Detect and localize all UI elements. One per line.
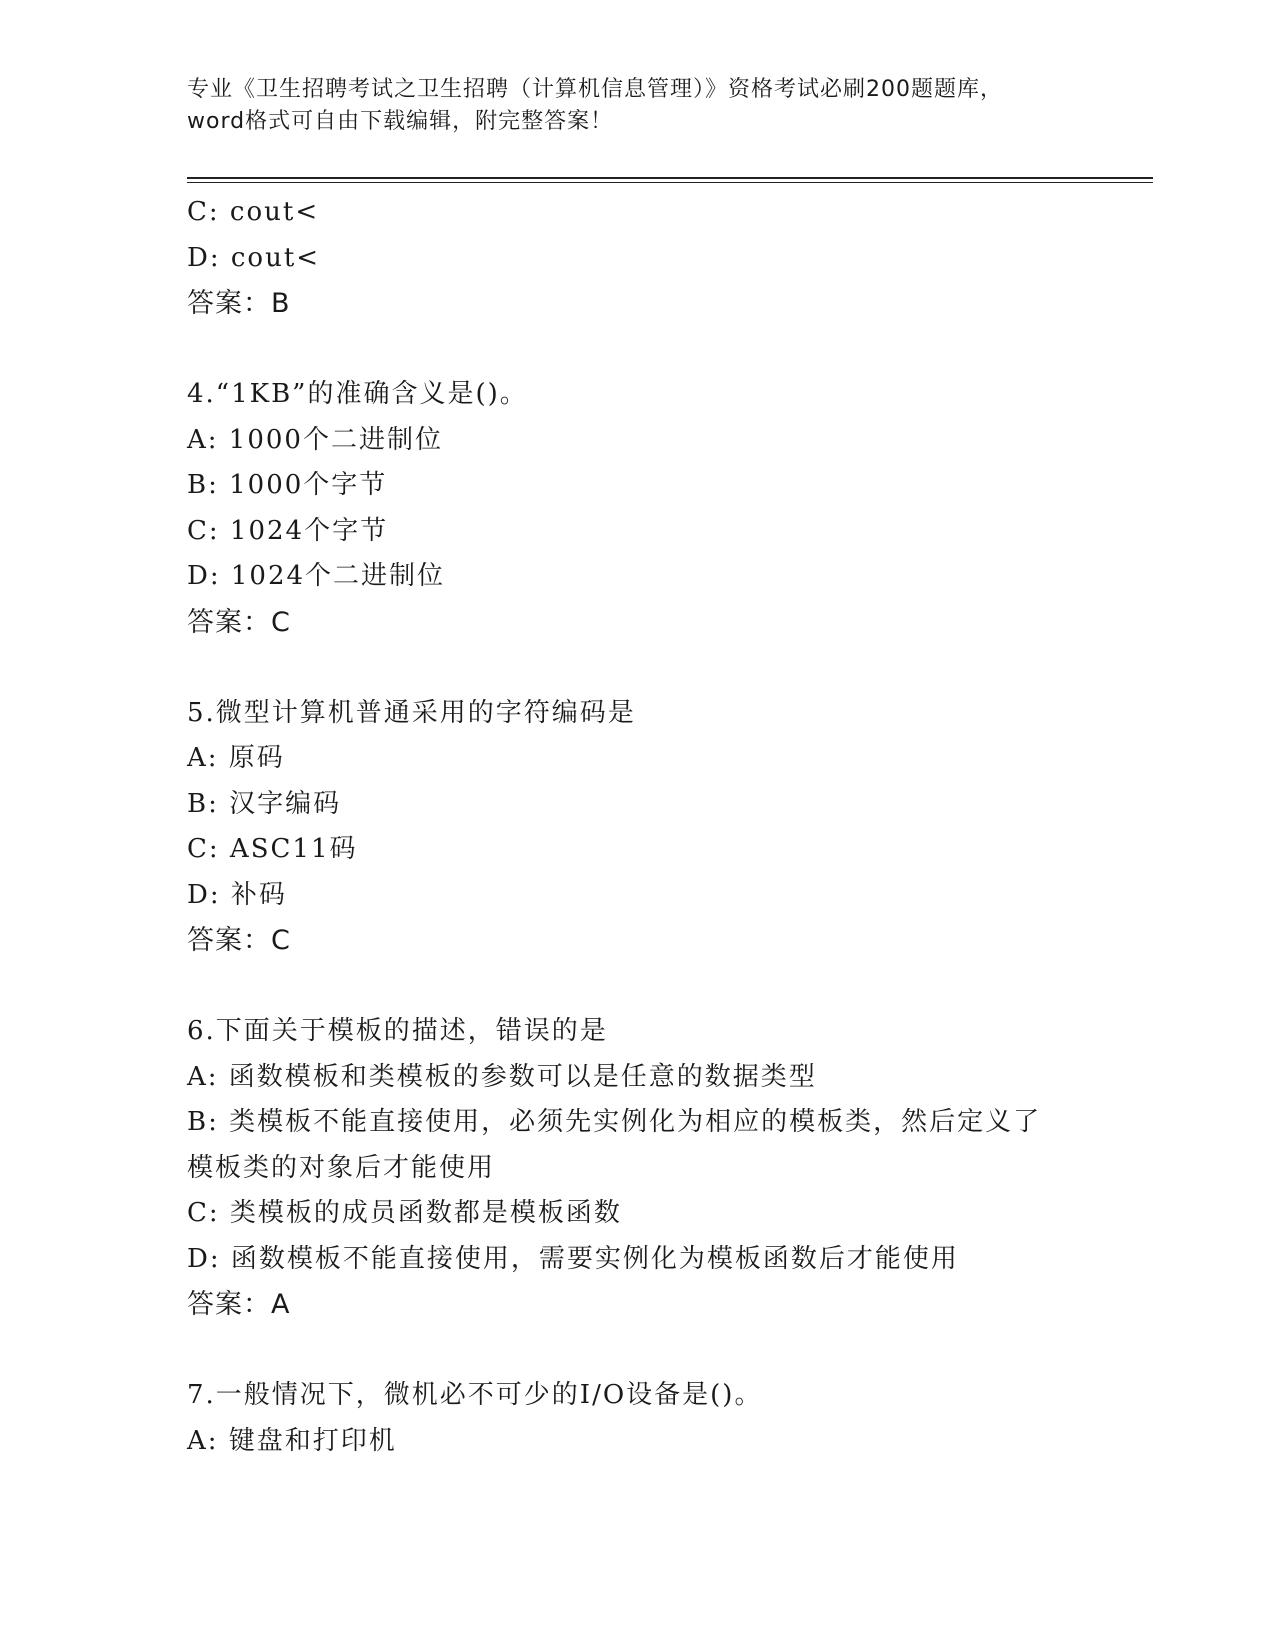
option-a: A: 函数模板和类模板的参数可以是任意的数据类型 xyxy=(187,1061,817,1092)
block-spacer xyxy=(187,1328,1147,1374)
option-a: A: 1000个二进制位 xyxy=(187,424,443,455)
question-block-7 xyxy=(187,1373,1147,1464)
document-header xyxy=(187,74,1087,138)
block-spacer xyxy=(187,964,1147,1010)
option-b: B: 汉字编码 xyxy=(187,788,342,819)
header-title-line-2: word格式可自由下载编辑，附完整答案！ xyxy=(187,109,614,134)
option-c: C: 类模板的成员函数都是模板函数 xyxy=(187,1198,622,1228)
option-b-continued: 模板类的对象后才能使用 xyxy=(187,1152,496,1183)
header-title-line-1: 专业《卫生招聘考试之卫生招聘（计算机信息管理）》资格考试必刷200题题库， xyxy=(187,77,1003,102)
option-c: C: 1024个字节 xyxy=(187,515,389,546)
answer-label: 答案：A xyxy=(187,1289,291,1320)
header-divider-thin xyxy=(187,182,1153,183)
answer-label: 答案：C xyxy=(187,925,291,956)
option-a: A: 键盘和打印机 xyxy=(187,1425,397,1456)
block-spacer xyxy=(187,645,1147,691)
option-b: B: 1000个字节 xyxy=(187,470,388,500)
answer-label: 答案：C xyxy=(187,606,291,638)
option-c: C: ASC11码 xyxy=(187,834,358,864)
question-list xyxy=(187,190,1147,1464)
option-d: D: 补码 xyxy=(187,879,287,910)
question-block-3-continued xyxy=(187,190,1147,327)
question-text: 6.下面关于模板的描述，错误的是 xyxy=(187,1016,608,1046)
question-text: 4.“1KB”的准确含义是()。 xyxy=(187,379,528,409)
question-block-6 xyxy=(187,1009,1147,1328)
question-block-4 xyxy=(187,372,1147,645)
option-d: D: 1024个二进制位 xyxy=(187,561,446,591)
question-text: 5.微型计算机普通采用的字符编码是 xyxy=(187,697,636,728)
option-b: B: 类模板不能直接使用，必须先实例化为相应的模板类，然后定义了 xyxy=(187,1107,1042,1137)
answer-label: 答案：B xyxy=(187,288,291,319)
option-a: A: 原码 xyxy=(187,743,285,773)
header-divider-thick xyxy=(187,177,1153,179)
question-text: 7.一般情况下，微机必不可少的I/O设备是()。 xyxy=(187,1380,763,1410)
block-spacer xyxy=(187,327,1147,373)
option-d: D: cout< xyxy=(187,242,321,273)
option-d: D: 函数模板不能直接使用，需要实例化为模板函数后才能使用 xyxy=(187,1243,959,1274)
option-c: C: cout< xyxy=(187,197,320,227)
question-block-5 xyxy=(187,691,1147,964)
